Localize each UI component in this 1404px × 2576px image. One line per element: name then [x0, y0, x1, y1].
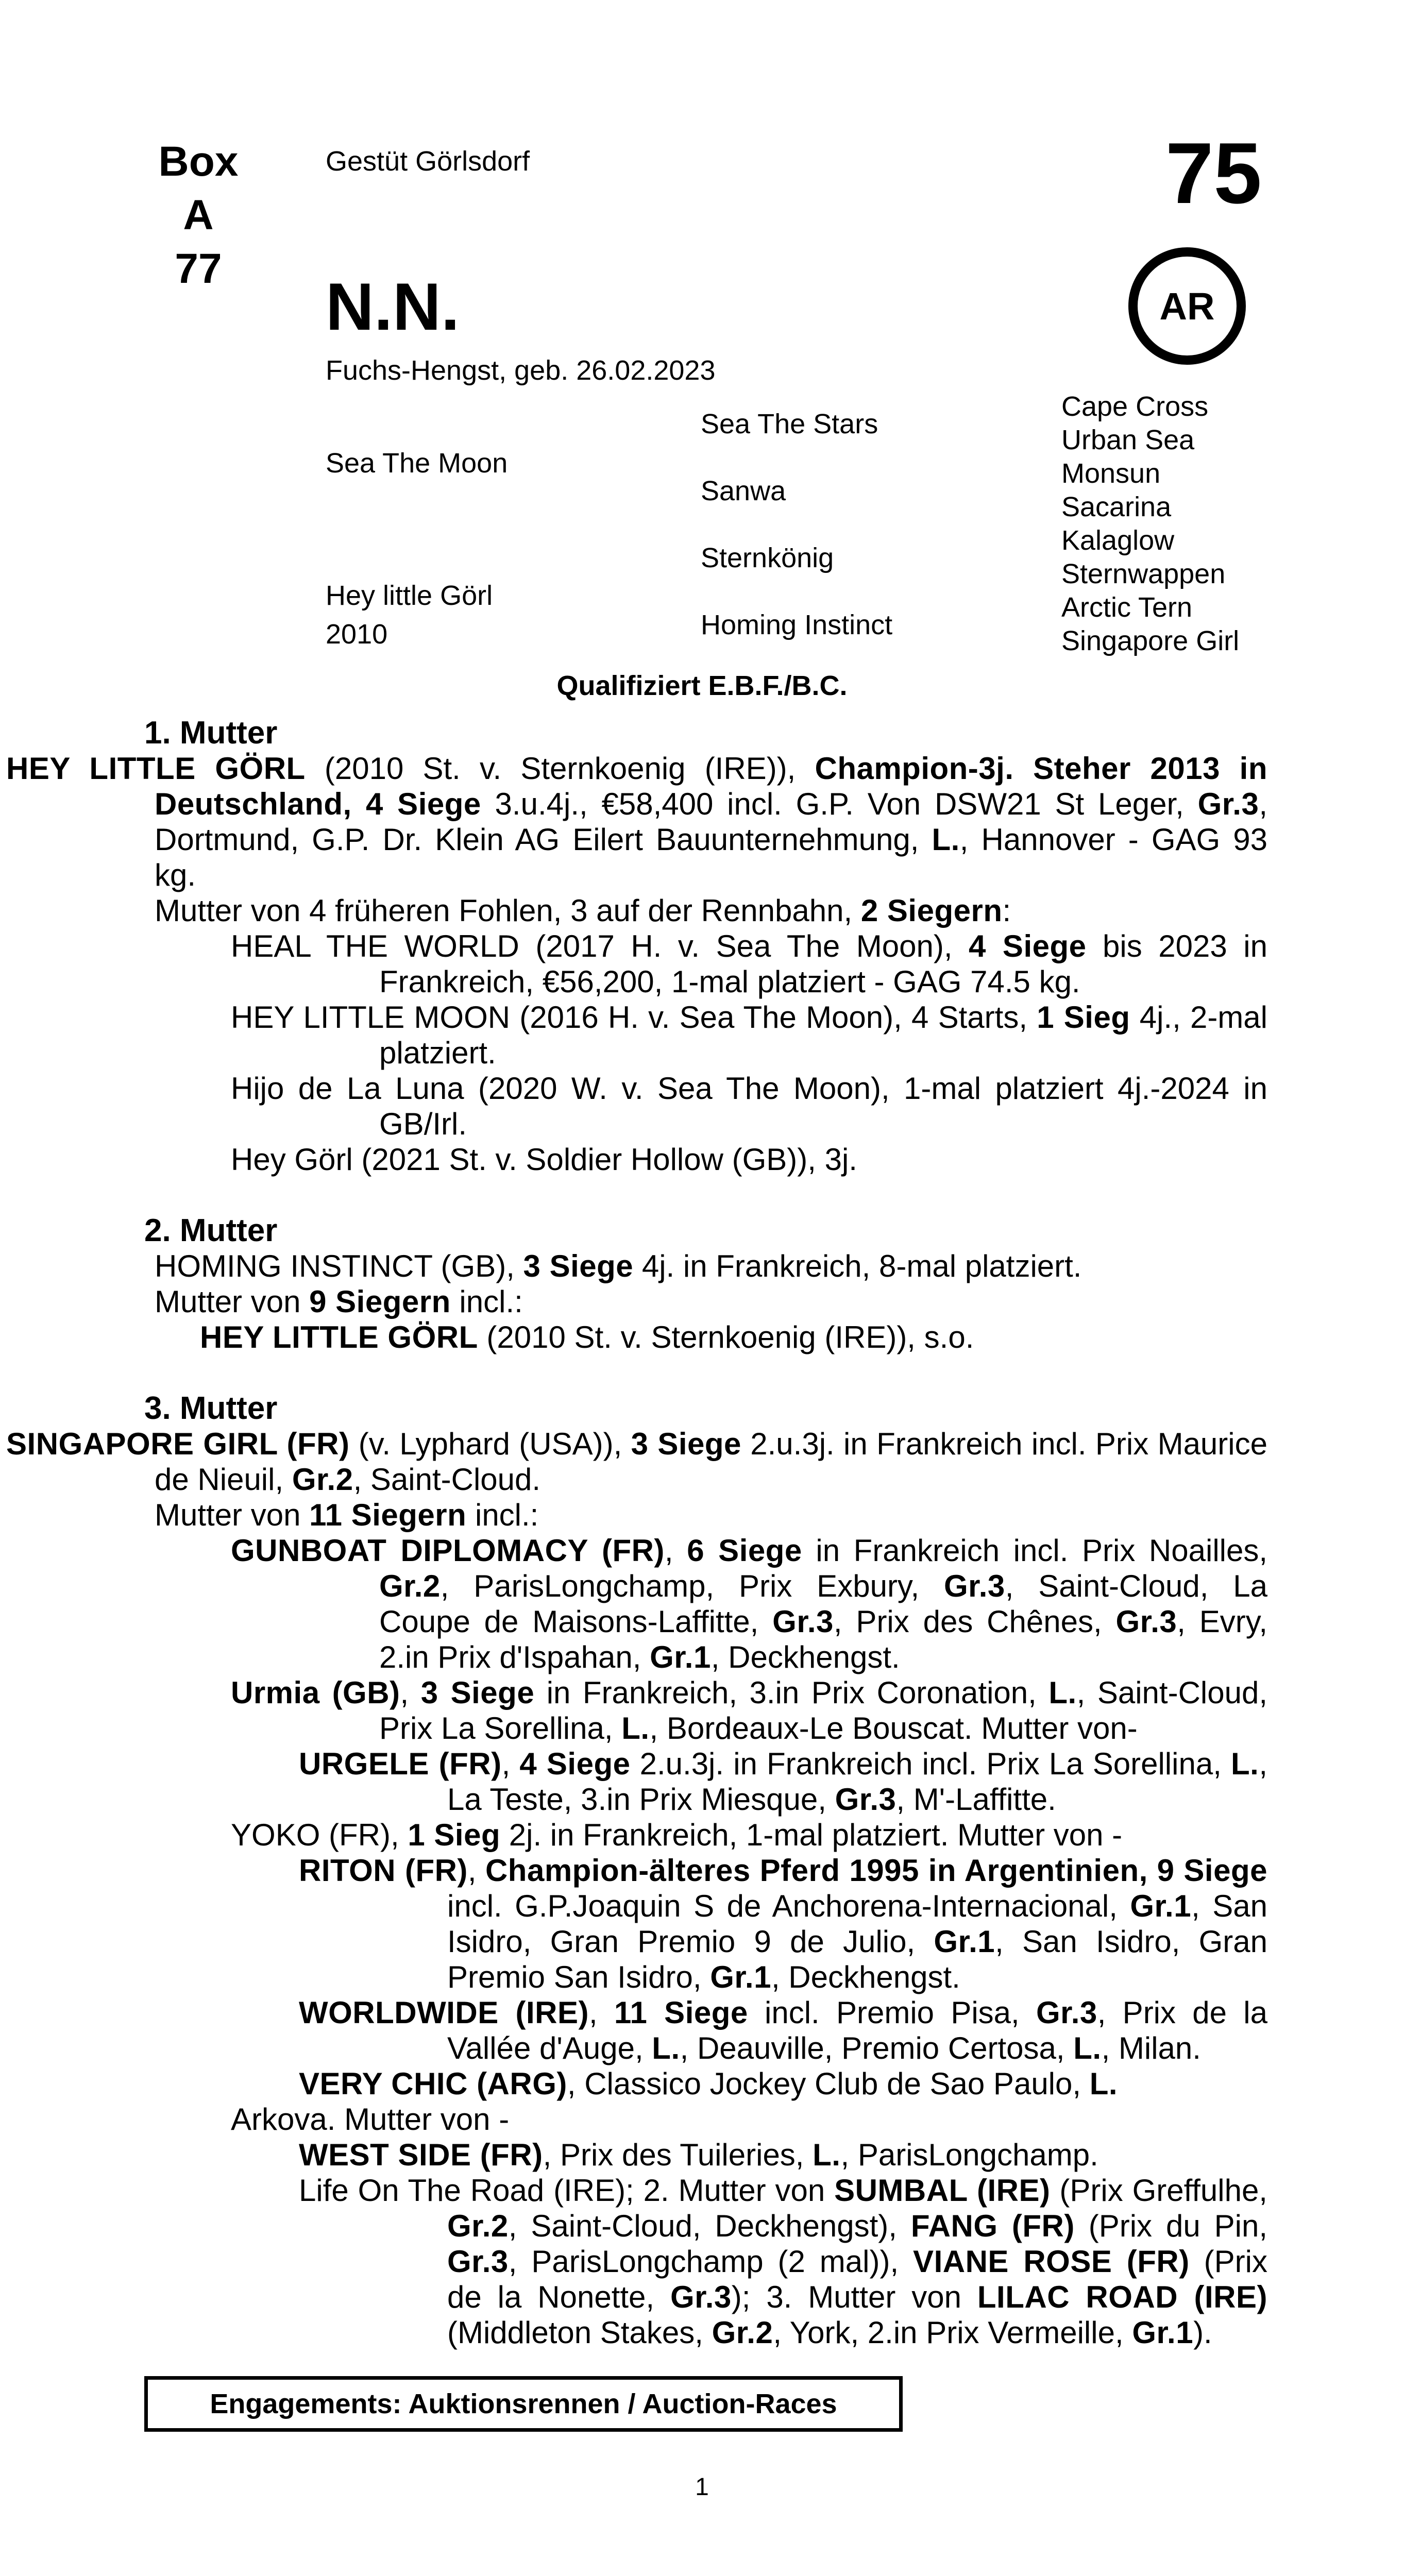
produce-subitem [144, 1995, 1267, 2066]
text: incl. Premio Pisa, [748, 1995, 1036, 2030]
pedigree-gen3-7: Arctic Tern [1061, 592, 1193, 623]
bold-text: LILAC ROAD (IRE) [977, 2280, 1267, 2314]
grade: Gr.3 [1197, 787, 1259, 821]
bold-text: VERY CHIC (ARG) [299, 2066, 567, 2101]
grade: Gr.3 [670, 2280, 732, 2314]
bold-text: 3 Siege [631, 1427, 741, 1461]
text: Mutter von [155, 1284, 310, 1319]
text: , Bordeaux-Le Bouscat. Mutter von- [649, 1711, 1138, 1745]
grade: Gr.3 [835, 1782, 896, 1817]
bold-text: 11 Siegern [309, 1498, 467, 1532]
bold-text: 1 Sieg [408, 1818, 501, 1852]
grade: Gr.3 [447, 2244, 509, 2279]
bold-text: GUNBOAT DIPLOMACY (FR) [231, 1533, 665, 1568]
text: , Hannover - GAG 93 kg. [155, 822, 1267, 892]
text: , Prix des Chênes, [833, 1604, 1116, 1639]
text: in Frankreich, 3.in Prix Coronation, [534, 1675, 1049, 1710]
text: 4j., 2-mal platziert. [379, 1000, 1267, 1070]
produce-item [144, 928, 1267, 999]
text: YOKO (FR), [231, 1818, 408, 1852]
stud-name: Gestüt Görlsdorf [326, 146, 530, 177]
text: , [501, 1747, 520, 1781]
text: , York, 2.in Prix Vermeille, [773, 2315, 1132, 2350]
bold-text: 3 Siege [523, 1249, 634, 1283]
produce-item [144, 999, 1267, 1071]
bold-text: WORLDWIDE (IRE) [299, 1995, 589, 2030]
text: incl.: [466, 1498, 539, 1532]
text: HEY LITTLE MOON (2016 H. v. Sea The Moon), 4 Starts, [231, 1000, 1037, 1035]
third-dam-entry [6, 1426, 1267, 1497]
grade: Gr.3 [772, 1604, 834, 1639]
horse-description: Fuchs-Hengst, geb. 26.02.2023 [326, 355, 716, 386]
box-label-line1: Box [158, 138, 239, 185]
bold-text: 1 Sieg [1037, 1000, 1130, 1035]
text: , Evry, 2.in Prix d'Ispahan, [379, 1604, 1267, 1674]
bold-text: Champion-älteres Pferd 1995 in Argentinien, 9 Siege [485, 1853, 1267, 1888]
text: , [467, 1853, 485, 1888]
text: 4j. in Frankreich, 8-mal platziert. [633, 1249, 1082, 1283]
text: (Middleton Stakes, [447, 2315, 712, 2350]
ar-badge: AR [1128, 247, 1246, 365]
first-dam-heading: 1. Mutter [144, 715, 278, 751]
produce-item [144, 1817, 1267, 1853]
pedigree-gen2-3: Sternkönig [701, 543, 834, 573]
bold-text: 2 Siegern [860, 893, 1003, 928]
text: : [1002, 893, 1011, 928]
text: , Deckhengst. [771, 1960, 960, 1994]
text: (2010 St. v. Sternkoenig (IRE)), s.o. [478, 1320, 974, 1354]
text: , Classico Jockey Club de Sao Paulo, [567, 2066, 1090, 2101]
text: , M'-Laffitte. [896, 1782, 1056, 1817]
text: , San Isidro, Gran Premio San Isidro, [447, 1924, 1267, 1994]
pedigree-gen3-3: Monsun [1061, 458, 1161, 489]
bold-text: FANG (FR) [910, 2209, 1075, 2243]
bold-text: URGELE (FR) [299, 1747, 502, 1781]
grade: L. [1073, 2031, 1102, 2065]
bold-text: VIANE ROSE (FR) [913, 2244, 1190, 2279]
text: , ParisLongchamp, Prix Exbury, [440, 1569, 944, 1603]
grade: L. [652, 2031, 680, 2065]
bold-text: Urmia (GB) [231, 1675, 400, 1710]
produce-subitem [144, 1853, 1267, 1995]
text: , Saint-Cloud. [353, 1462, 541, 1497]
bold-text: SINGAPORE GIRL (FR) [6, 1427, 350, 1461]
grade: Gr.1 [650, 1640, 711, 1674]
text: (Prix de la Nonette, [447, 2244, 1267, 2314]
bold-text: 6 Siege [687, 1533, 802, 1568]
produce-intro [144, 893, 1267, 928]
qualification: Qualifiziert E.B.F./B.C. [556, 670, 848, 701]
produce-item [144, 1319, 1267, 1355]
text: , Saint-Cloud, Deckhengst), [508, 2209, 911, 2243]
text: , [400, 1675, 421, 1710]
produce-subitem [144, 2066, 1267, 2102]
grade: Gr.1 [934, 1924, 995, 1959]
grade: Gr.1 [1130, 1889, 1192, 1923]
third-dam-produce [144, 1497, 1267, 1533]
grade: Gr.2 [379, 1569, 441, 1603]
text: ). [1193, 2315, 1212, 2350]
text: 2.u.3j. in Frankreich incl. Prix Maurice de Nieuil, [155, 1427, 1267, 1497]
produce-item: Hey Görl (2021 St. v. Soldier Hollow (GB)), 3j. [231, 1142, 857, 1177]
pedigree-gen3-6: Sternwappen [1061, 558, 1226, 589]
text: , Dortmund, G.P. Dr. Klein AG Eilert Bauunternehmung, [155, 787, 1267, 857]
bold-text: 9 Siegern [309, 1284, 451, 1319]
pedigree-gen3-8: Singapore Girl [1061, 625, 1240, 656]
pedigree-gen3-4: Sacarina [1061, 492, 1172, 522]
pedigree-dam-year: 2010 [326, 619, 388, 650]
grade: Gr.1 [1132, 2315, 1194, 2350]
text: 2.u.3j. in Frankreich incl. Prix La Sorellina, [630, 1747, 1231, 1781]
page-number: 1 [695, 2473, 709, 2501]
grade: Gr.3 [1115, 1604, 1177, 1639]
bold-text: RITON (FR) [299, 1853, 468, 1888]
catalogue-text [6, 715, 1268, 2350]
pedigree-sire: Sea The Moon [326, 448, 508, 479]
text: HOMING INSTINCT (GB), [155, 1249, 523, 1283]
grade: Gr.3 [1036, 1995, 1097, 2030]
text: (Prix Greffulhe, [1050, 2173, 1267, 2208]
text: , Prix des Tuileries, [543, 2138, 813, 2172]
produce-subitem [144, 2173, 1267, 2350]
second-dam-produce [144, 1284, 1267, 1319]
produce-item [144, 1675, 1267, 1746]
pedigree-gen3-1: Cape Cross [1061, 391, 1209, 422]
text: in Frankreich incl. Prix Noailles, [802, 1533, 1268, 1568]
text: , Deauville, Premio Certosa, [680, 2031, 1074, 2065]
text: , Saint-Cloud, La Coupe de Maisons-Laffitte, [379, 1569, 1267, 1639]
bold-text: SUMBAL (IRE) [834, 2173, 1051, 2208]
produce-item: Arkova. Mutter von - [231, 2102, 510, 2137]
text: Life On The Road (IRE); 2. Mutter von [299, 2173, 835, 2208]
bold-text: 4 Siege [969, 929, 1087, 963]
grade: L. [1231, 1747, 1259, 1781]
text: , San Isidro, Gran Premio 9 de Julio, [447, 1889, 1267, 1959]
text: , [664, 1533, 687, 1568]
lot-number: 75 [1165, 125, 1262, 222]
produce-subitem [144, 1746, 1267, 1817]
third-dam-heading: 3. Mutter [144, 1391, 278, 1426]
text: 2j. in Frankreich, 1-mal platziert. Mutter von - [500, 1818, 1123, 1852]
bold-text: WEST SIDE (FR) [299, 2138, 543, 2172]
text: bis 2023 in Frankreich, €56,200, 1-mal platziert - GAG 74.5 kg. [379, 929, 1267, 999]
text: , Saint-Cloud, Prix La Sorellina, [379, 1675, 1268, 1745]
grade: Gr.2 [292, 1462, 353, 1497]
text: Mutter von 4 früheren Fohlen, 3 auf der Rennbahn, [155, 893, 861, 928]
grade: L. [621, 1711, 650, 1745]
grade: L. [813, 2138, 841, 2172]
produce-subitem [144, 2137, 1267, 2173]
text: , La Teste, 3.in Prix Miesque, [447, 1747, 1267, 1817]
engagements-box: Engagements: Auktionsrennen / Auction-Races [144, 2376, 903, 2432]
text: Mutter von [155, 1498, 310, 1532]
produce-item: Hijo de La Luna (2020 W. v. Sea The Moon), 1-mal platziert 4j.-2024 in GB/Irl. [231, 1071, 1267, 1141]
pedigree-gen2-4: Homing Instinct [701, 609, 893, 640]
text: (Prix du Pin, [1074, 2209, 1268, 2243]
text: , ParisLongchamp (2 mal)), [508, 2244, 914, 2279]
bold-text: 11 Siege [614, 1995, 748, 2030]
pedigree-gen2-2: Sanwa [701, 476, 786, 506]
text: , [589, 1995, 614, 2030]
text: incl. G.P.Joaquin S de Anchorena-Internacional, [447, 1889, 1130, 1923]
box-label-line2: A 77 [175, 192, 222, 292]
grade: Gr.2 [447, 2209, 509, 2243]
bold-text: 4 Siege [519, 1747, 631, 1781]
dam-name: HEY LITTLE GÖRL [6, 751, 306, 786]
grade: Gr.1 [710, 1960, 771, 1994]
bold-text: 3 Siege [420, 1675, 535, 1710]
pedigree-gen3-2: Urban Sea [1061, 425, 1195, 455]
grade: L. [1048, 1675, 1077, 1710]
text: (v. Lyphard (USA)), [349, 1427, 631, 1461]
second-dam-entry [144, 1248, 1267, 1284]
bold-text: HEY LITTLE GÖRL [200, 1320, 478, 1354]
text: , ParisLongchamp. [840, 2138, 1098, 2172]
text: , Milan. [1101, 2031, 1201, 2065]
grade: L. [1089, 2066, 1118, 2101]
pedigree-gen2-1: Sea The Stars [701, 409, 878, 439]
text: , Deckhengst. [711, 1640, 900, 1674]
text: ); 3. Mutter von [731, 2280, 977, 2314]
text: HEAL THE WORLD (2017 H. v. Sea The Moon), [231, 929, 969, 963]
box-label [155, 135, 242, 296]
text: (2010 St. v. Sternkoenig (IRE)), [305, 751, 815, 786]
produce-item [144, 1533, 1267, 1675]
text: , Prix de la Vallée d'Auge, [447, 1995, 1267, 2065]
text: 3.u.4j., €58,400 incl. G.P. Von DSW21 St Leger, [481, 787, 1198, 821]
second-dam-heading: 2. Mutter [144, 1213, 278, 1248]
grade: Gr.2 [712, 2315, 773, 2350]
first-dam-entry [6, 751, 1267, 893]
pedigree-dam: Hey little Görl [326, 580, 493, 611]
horse-name: N.N. [326, 269, 460, 344]
text: incl.: [450, 1284, 523, 1319]
grade: L. [932, 822, 960, 857]
bold-text: Champion-3j. Steher 2013 in Deutschland, 4 Siege [155, 751, 1267, 821]
pedigree-gen3-5: Kalaglow [1061, 525, 1175, 556]
grade: Gr.3 [943, 1569, 1005, 1603]
